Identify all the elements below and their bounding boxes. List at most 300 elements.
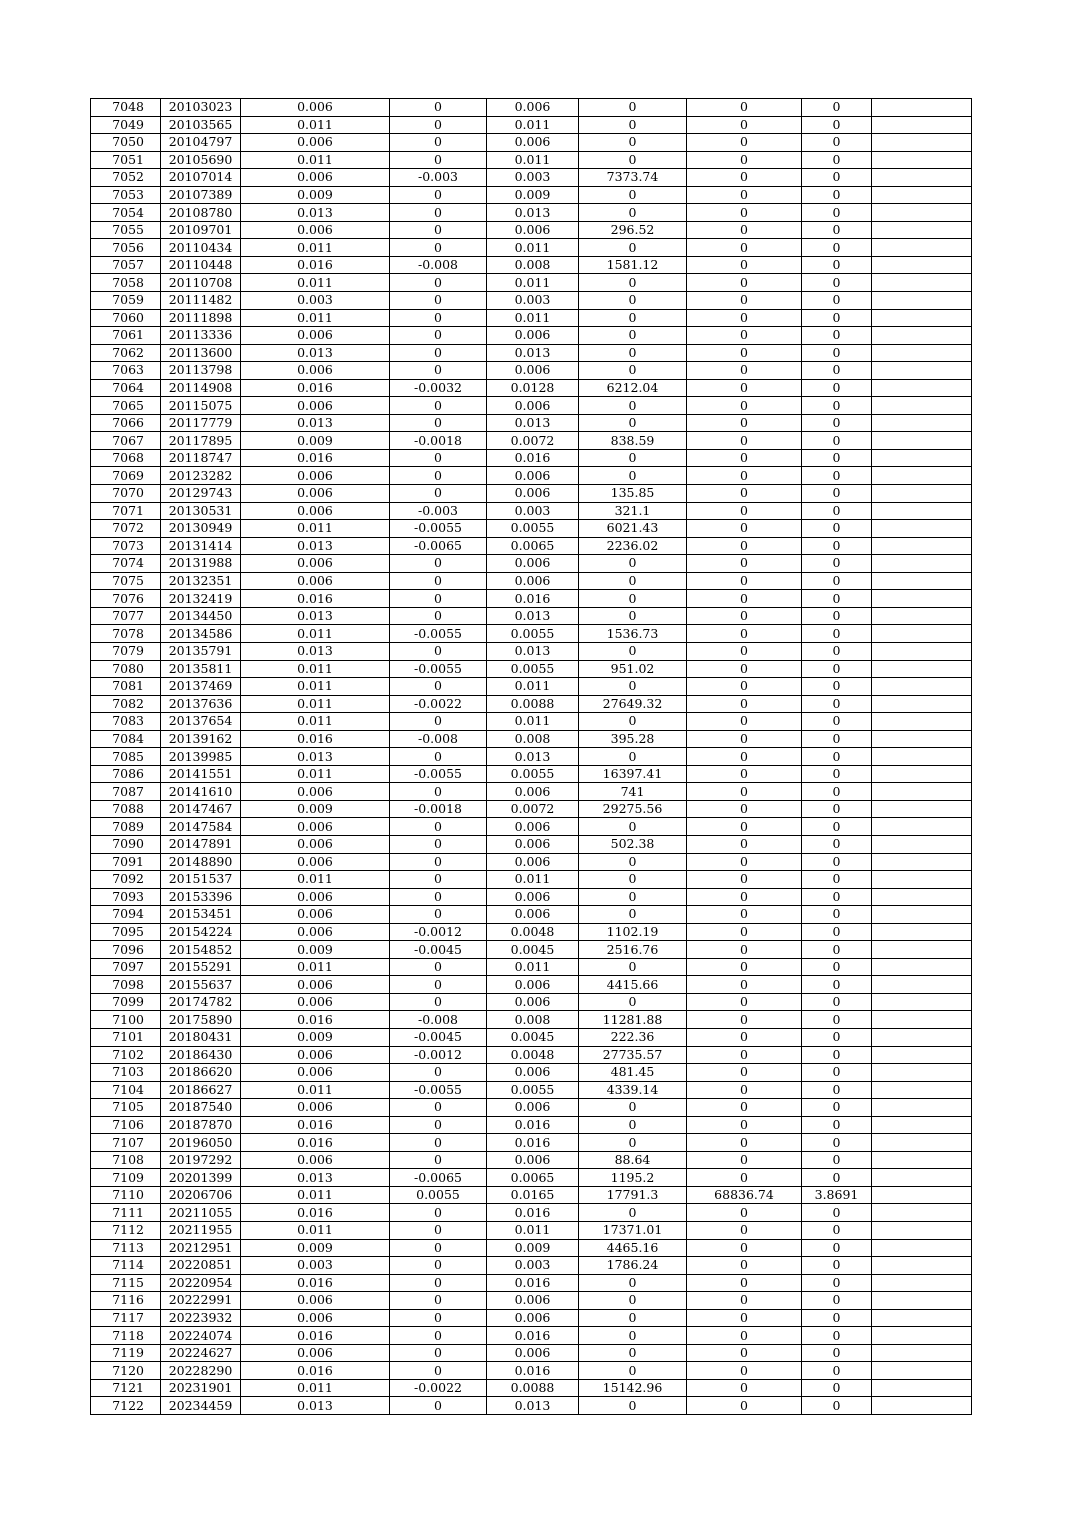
value-d-cell: 0	[579, 449, 687, 467]
row-index-cell: 7092	[91, 871, 161, 889]
value-b-cell: 0	[390, 1239, 487, 1257]
table-row	[91, 853, 972, 871]
value-a-cell: 0.006	[241, 1099, 390, 1117]
value-d-cell: 0	[579, 1397, 687, 1415]
value-c-cell: 0.011	[487, 678, 579, 696]
value-f-cell: 0	[802, 1292, 872, 1310]
row-index-cell: 7102	[91, 1046, 161, 1064]
value-e-cell: 0	[687, 432, 802, 450]
row-index-cell: 7062	[91, 344, 161, 362]
value-e-cell: 0	[687, 520, 802, 538]
value-e-cell: 0	[687, 1362, 802, 1380]
id-cell: 20231901	[161, 1379, 241, 1397]
value-c-cell: 0.0055	[487, 765, 579, 783]
id-cell: 20180431	[161, 1028, 241, 1046]
value-a-cell: 0.011	[241, 713, 390, 731]
value-f-cell: 0	[802, 1344, 872, 1362]
row-index-cell: 7064	[91, 379, 161, 397]
value-a-cell: 0.006	[241, 976, 390, 994]
value-a-cell: 0.011	[241, 309, 390, 327]
value-f-cell: 0	[802, 730, 872, 748]
table-row	[91, 256, 972, 274]
id-cell: 20130531	[161, 502, 241, 520]
value-d-cell: 2236.02	[579, 537, 687, 555]
table-row	[91, 555, 972, 573]
value-e-cell: 0	[687, 502, 802, 520]
value-g-cell	[872, 1222, 972, 1240]
value-g-cell	[872, 1186, 972, 1204]
value-f-cell: 0	[802, 327, 872, 345]
value-c-cell: 0.006	[487, 1292, 579, 1310]
value-f-cell: 0	[802, 713, 872, 731]
value-c-cell: 0.011	[487, 274, 579, 292]
value-c-cell: 0.0055	[487, 625, 579, 643]
value-c-cell: 0.013	[487, 642, 579, 660]
value-a-cell: 0.006	[241, 1309, 390, 1327]
row-index-cell: 7106	[91, 1116, 161, 1134]
row-index-cell: 7117	[91, 1309, 161, 1327]
value-b-cell: 0	[390, 1397, 487, 1415]
table-row	[91, 871, 972, 889]
value-g-cell	[872, 414, 972, 432]
value-e-cell: 0	[687, 274, 802, 292]
id-cell: 20130949	[161, 520, 241, 538]
id-cell: 20113798	[161, 362, 241, 380]
table-row	[91, 800, 972, 818]
value-d-cell: 0	[579, 572, 687, 590]
value-a-cell: 0.016	[241, 730, 390, 748]
value-f-cell: 0	[802, 99, 872, 117]
value-a-cell: 0.006	[241, 502, 390, 520]
value-d-cell: 0	[579, 309, 687, 327]
value-b-cell: 0	[390, 958, 487, 976]
value-a-cell: 0.011	[241, 239, 390, 257]
row-index-cell: 7105	[91, 1099, 161, 1117]
table-row	[91, 713, 972, 731]
row-index-cell: 7078	[91, 625, 161, 643]
value-c-cell: 0.006	[487, 485, 579, 503]
id-cell: 20187870	[161, 1116, 241, 1134]
value-e-cell: 0	[687, 730, 802, 748]
value-a-cell: 0.011	[241, 274, 390, 292]
id-cell: 20118747	[161, 449, 241, 467]
value-c-cell: 0.006	[487, 1344, 579, 1362]
value-c-cell: 0.006	[487, 99, 579, 117]
value-b-cell: 0	[390, 1204, 487, 1222]
value-a-cell: 0.006	[241, 835, 390, 853]
table-row	[91, 906, 972, 924]
value-d-cell: 17791.3	[579, 1186, 687, 1204]
value-d-cell: 135.85	[579, 485, 687, 503]
table-row	[91, 625, 972, 643]
value-b-cell: 0	[390, 274, 487, 292]
value-c-cell: 0.0055	[487, 1081, 579, 1099]
id-cell: 20155291	[161, 958, 241, 976]
value-d-cell: 0	[579, 204, 687, 222]
value-d-cell: 0	[579, 748, 687, 766]
value-b-cell: 0	[390, 116, 487, 134]
value-d-cell: 0	[579, 362, 687, 380]
id-cell: 20134586	[161, 625, 241, 643]
value-g-cell	[872, 1028, 972, 1046]
table-row	[91, 186, 972, 204]
value-b-cell: 0	[390, 414, 487, 432]
value-b-cell: 0	[390, 1222, 487, 1240]
value-d-cell: 0	[579, 292, 687, 310]
value-d-cell: 0	[579, 1344, 687, 1362]
value-c-cell: 0.013	[487, 344, 579, 362]
row-index-cell: 7112	[91, 1222, 161, 1240]
value-f-cell: 0	[802, 537, 872, 555]
value-b-cell: -0.003	[390, 169, 487, 187]
value-f-cell: 0	[802, 1222, 872, 1240]
value-e-cell: 0	[687, 607, 802, 625]
row-index-cell: 7121	[91, 1379, 161, 1397]
table-row	[91, 1186, 972, 1204]
value-g-cell	[872, 1064, 972, 1082]
value-d-cell: 0	[579, 1099, 687, 1117]
value-a-cell: 0.011	[241, 958, 390, 976]
value-d-cell: 321.1	[579, 502, 687, 520]
value-d-cell: 7373.74	[579, 169, 687, 187]
value-c-cell: 0.013	[487, 414, 579, 432]
value-a-cell: 0.006	[241, 169, 390, 187]
value-a-cell: 0.006	[241, 467, 390, 485]
value-c-cell: 0.006	[487, 835, 579, 853]
value-e-cell: 0	[687, 1397, 802, 1415]
table-row	[91, 678, 972, 696]
value-d-cell: 0	[579, 642, 687, 660]
value-g-cell	[872, 660, 972, 678]
value-d-cell: 0	[579, 853, 687, 871]
value-b-cell: 0	[390, 871, 487, 889]
value-e-cell: 0	[687, 309, 802, 327]
value-c-cell: 0.013	[487, 607, 579, 625]
value-g-cell	[872, 818, 972, 836]
table-row	[91, 1362, 972, 1380]
value-e-cell: 0	[687, 678, 802, 696]
value-f-cell: 0	[802, 1362, 872, 1380]
value-a-cell: 0.009	[241, 432, 390, 450]
value-f-cell: 0	[802, 993, 872, 1011]
row-index-cell: 7079	[91, 642, 161, 660]
value-f-cell: 3.8691	[802, 1186, 872, 1204]
value-d-cell: 27735.57	[579, 1046, 687, 1064]
value-d-cell: 838.59	[579, 432, 687, 450]
value-g-cell	[872, 1327, 972, 1345]
value-d-cell: 0	[579, 1116, 687, 1134]
value-f-cell: 0	[802, 520, 872, 538]
value-f-cell: 0	[802, 362, 872, 380]
value-e-cell: 0	[687, 642, 802, 660]
value-f-cell: 0	[802, 572, 872, 590]
value-f-cell: 0	[802, 292, 872, 310]
value-b-cell: 0	[390, 292, 487, 310]
row-index-cell: 7054	[91, 204, 161, 222]
value-f-cell: 0	[802, 642, 872, 660]
value-a-cell: 0.006	[241, 572, 390, 590]
value-c-cell: 0.016	[487, 1274, 579, 1292]
value-a-cell: 0.009	[241, 941, 390, 959]
value-b-cell: 0	[390, 221, 487, 239]
id-cell: 20175890	[161, 1011, 241, 1029]
id-cell: 20147467	[161, 800, 241, 818]
row-index-cell: 7108	[91, 1151, 161, 1169]
row-index-cell: 7101	[91, 1028, 161, 1046]
value-f-cell: 0	[802, 502, 872, 520]
value-e-cell: 0	[687, 1292, 802, 1310]
table-row	[91, 1134, 972, 1152]
value-a-cell: 0.016	[241, 590, 390, 608]
value-a-cell: 0.006	[241, 555, 390, 573]
id-cell: 20129743	[161, 485, 241, 503]
id-cell: 20115075	[161, 397, 241, 415]
value-d-cell: 0	[579, 239, 687, 257]
table-row	[91, 572, 972, 590]
value-f-cell: 0	[802, 239, 872, 257]
table-row	[91, 221, 972, 239]
value-a-cell: 0.013	[241, 414, 390, 432]
table-row	[91, 1116, 972, 1134]
table-row	[91, 1327, 972, 1345]
value-e-cell: 0	[687, 1344, 802, 1362]
value-f-cell: 0	[802, 976, 872, 994]
value-a-cell: 0.006	[241, 923, 390, 941]
value-g-cell	[872, 1309, 972, 1327]
row-index-cell: 7098	[91, 976, 161, 994]
id-cell: 20234459	[161, 1397, 241, 1415]
id-cell: 20206706	[161, 1186, 241, 1204]
table-row	[91, 1274, 972, 1292]
value-b-cell: -0.0055	[390, 660, 487, 678]
value-c-cell: 0.008	[487, 730, 579, 748]
id-cell: 20123282	[161, 467, 241, 485]
value-f-cell: 0	[802, 1239, 872, 1257]
value-a-cell: 0.016	[241, 449, 390, 467]
value-e-cell: 0	[687, 449, 802, 467]
table-row	[91, 134, 972, 152]
row-index-cell: 7100	[91, 1011, 161, 1029]
value-c-cell: 0.0045	[487, 941, 579, 959]
value-f-cell: 0	[802, 1309, 872, 1327]
table-row	[91, 748, 972, 766]
value-e-cell: 0	[687, 800, 802, 818]
value-c-cell: 0.016	[487, 1134, 579, 1152]
value-d-cell: 2516.76	[579, 941, 687, 959]
value-e-cell: 0	[687, 993, 802, 1011]
value-a-cell: 0.013	[241, 748, 390, 766]
value-d-cell: 0	[579, 993, 687, 1011]
value-e-cell: 0	[687, 941, 802, 959]
value-a-cell: 0.011	[241, 765, 390, 783]
table-row	[91, 1292, 972, 1310]
value-c-cell: 0.006	[487, 853, 579, 871]
value-e-cell: 0	[687, 221, 802, 239]
value-f-cell: 0	[802, 116, 872, 134]
value-d-cell: 0	[579, 1274, 687, 1292]
value-a-cell: 0.006	[241, 853, 390, 871]
value-g-cell	[872, 239, 972, 257]
value-a-cell: 0.011	[241, 1379, 390, 1397]
value-g-cell	[872, 1099, 972, 1117]
row-index-cell: 7050	[91, 134, 161, 152]
value-e-cell: 0	[687, 1151, 802, 1169]
value-d-cell: 0	[579, 906, 687, 924]
row-index-cell: 7115	[91, 1274, 161, 1292]
id-cell: 20186627	[161, 1081, 241, 1099]
value-g-cell	[872, 713, 972, 731]
value-c-cell: 0.0088	[487, 695, 579, 713]
value-f-cell: 0	[802, 1011, 872, 1029]
value-b-cell: 0	[390, 835, 487, 853]
row-index-cell: 7052	[91, 169, 161, 187]
id-cell: 20113600	[161, 344, 241, 362]
value-e-cell: 0	[687, 1046, 802, 1064]
id-cell: 20211955	[161, 1222, 241, 1240]
value-f-cell: 0	[802, 467, 872, 485]
row-index-cell: 7058	[91, 274, 161, 292]
value-g-cell	[872, 1169, 972, 1187]
row-index-cell: 7095	[91, 923, 161, 941]
row-index-cell: 7094	[91, 906, 161, 924]
value-g-cell	[872, 309, 972, 327]
value-g-cell	[872, 1134, 972, 1152]
value-f-cell: 0	[802, 432, 872, 450]
value-a-cell: 0.009	[241, 186, 390, 204]
value-e-cell: 0	[687, 99, 802, 117]
value-g-cell	[872, 1116, 972, 1134]
value-b-cell: 0	[390, 853, 487, 871]
value-c-cell: 0.0065	[487, 1169, 579, 1187]
row-index-cell: 7063	[91, 362, 161, 380]
value-a-cell: 0.011	[241, 1222, 390, 1240]
value-a-cell: 0.011	[241, 1186, 390, 1204]
value-b-cell: 0	[390, 642, 487, 660]
value-b-cell: -0.0032	[390, 379, 487, 397]
value-d-cell: 481.45	[579, 1064, 687, 1082]
value-c-cell: 0.011	[487, 309, 579, 327]
row-index-cell: 7053	[91, 186, 161, 204]
value-f-cell: 0	[802, 1169, 872, 1187]
id-cell: 20135811	[161, 660, 241, 678]
value-a-cell: 0.011	[241, 151, 390, 169]
value-d-cell: 395.28	[579, 730, 687, 748]
table-row	[91, 695, 972, 713]
value-g-cell	[872, 765, 972, 783]
value-f-cell: 0	[802, 1204, 872, 1222]
value-c-cell: 0.003	[487, 1257, 579, 1275]
value-g-cell	[872, 906, 972, 924]
value-f-cell: 0	[802, 1099, 872, 1117]
row-index-cell: 7104	[91, 1081, 161, 1099]
value-f-cell: 0	[802, 888, 872, 906]
id-cell: 20113336	[161, 327, 241, 345]
value-g-cell	[872, 186, 972, 204]
value-b-cell: 0	[390, 1292, 487, 1310]
value-g-cell	[872, 642, 972, 660]
value-g-cell	[872, 888, 972, 906]
value-d-cell: 0	[579, 344, 687, 362]
value-a-cell: 0.013	[241, 642, 390, 660]
value-c-cell: 0.016	[487, 1327, 579, 1345]
value-e-cell: 0	[687, 1274, 802, 1292]
id-cell: 20110708	[161, 274, 241, 292]
value-b-cell: -0.0022	[390, 695, 487, 713]
value-e-cell: 0	[687, 625, 802, 643]
value-b-cell: 0	[390, 906, 487, 924]
value-c-cell: 0.006	[487, 1309, 579, 1327]
value-c-cell: 0.0072	[487, 432, 579, 450]
id-cell: 20174782	[161, 993, 241, 1011]
value-a-cell: 0.016	[241, 1011, 390, 1029]
value-e-cell: 0	[687, 1028, 802, 1046]
id-cell: 20155637	[161, 976, 241, 994]
value-b-cell: -0.0065	[390, 1169, 487, 1187]
value-f-cell: 0	[802, 1064, 872, 1082]
row-index-cell: 7088	[91, 800, 161, 818]
value-b-cell: 0	[390, 1099, 487, 1117]
id-cell: 20107014	[161, 169, 241, 187]
value-e-cell: 0	[687, 713, 802, 731]
value-b-cell: 0	[390, 151, 487, 169]
value-e-cell: 0	[687, 362, 802, 380]
value-a-cell: 0.006	[241, 1046, 390, 1064]
value-d-cell: 0	[579, 590, 687, 608]
value-c-cell: 0.0128	[487, 379, 579, 397]
table-row	[91, 1239, 972, 1257]
value-a-cell: 0.006	[241, 1292, 390, 1310]
value-c-cell: 0.008	[487, 256, 579, 274]
value-g-cell	[872, 695, 972, 713]
value-d-cell: 502.38	[579, 835, 687, 853]
value-g-cell	[872, 1274, 972, 1292]
value-d-cell: 4339.14	[579, 1081, 687, 1099]
table-row	[91, 169, 972, 187]
value-a-cell: 0.003	[241, 292, 390, 310]
id-cell: 20137469	[161, 678, 241, 696]
value-c-cell: 0.016	[487, 1116, 579, 1134]
row-index-cell: 7072	[91, 520, 161, 538]
value-b-cell: 0	[390, 1327, 487, 1345]
value-f-cell: 0	[802, 1151, 872, 1169]
value-f-cell: 0	[802, 1028, 872, 1046]
value-e-cell: 0	[687, 116, 802, 134]
value-g-cell	[872, 204, 972, 222]
table-row	[91, 783, 972, 801]
table-row	[91, 660, 972, 678]
value-a-cell: 0.011	[241, 871, 390, 889]
value-e-cell: 0	[687, 853, 802, 871]
value-b-cell: 0	[390, 204, 487, 222]
value-b-cell: 0.0055	[390, 1186, 487, 1204]
id-cell: 20151537	[161, 871, 241, 889]
table-row	[91, 958, 972, 976]
value-a-cell: 0.016	[241, 1362, 390, 1380]
value-c-cell: 0.006	[487, 397, 579, 415]
value-g-cell	[872, 467, 972, 485]
value-b-cell: -0.008	[390, 730, 487, 748]
value-e-cell: 0	[687, 1257, 802, 1275]
value-f-cell: 0	[802, 1116, 872, 1134]
value-d-cell: 0	[579, 274, 687, 292]
value-f-cell: 0	[802, 397, 872, 415]
value-b-cell: 0	[390, 485, 487, 503]
value-f-cell: 0	[802, 186, 872, 204]
table-row	[91, 379, 972, 397]
value-a-cell: 0.011	[241, 520, 390, 538]
table-row	[91, 467, 972, 485]
value-d-cell: 0	[579, 134, 687, 152]
